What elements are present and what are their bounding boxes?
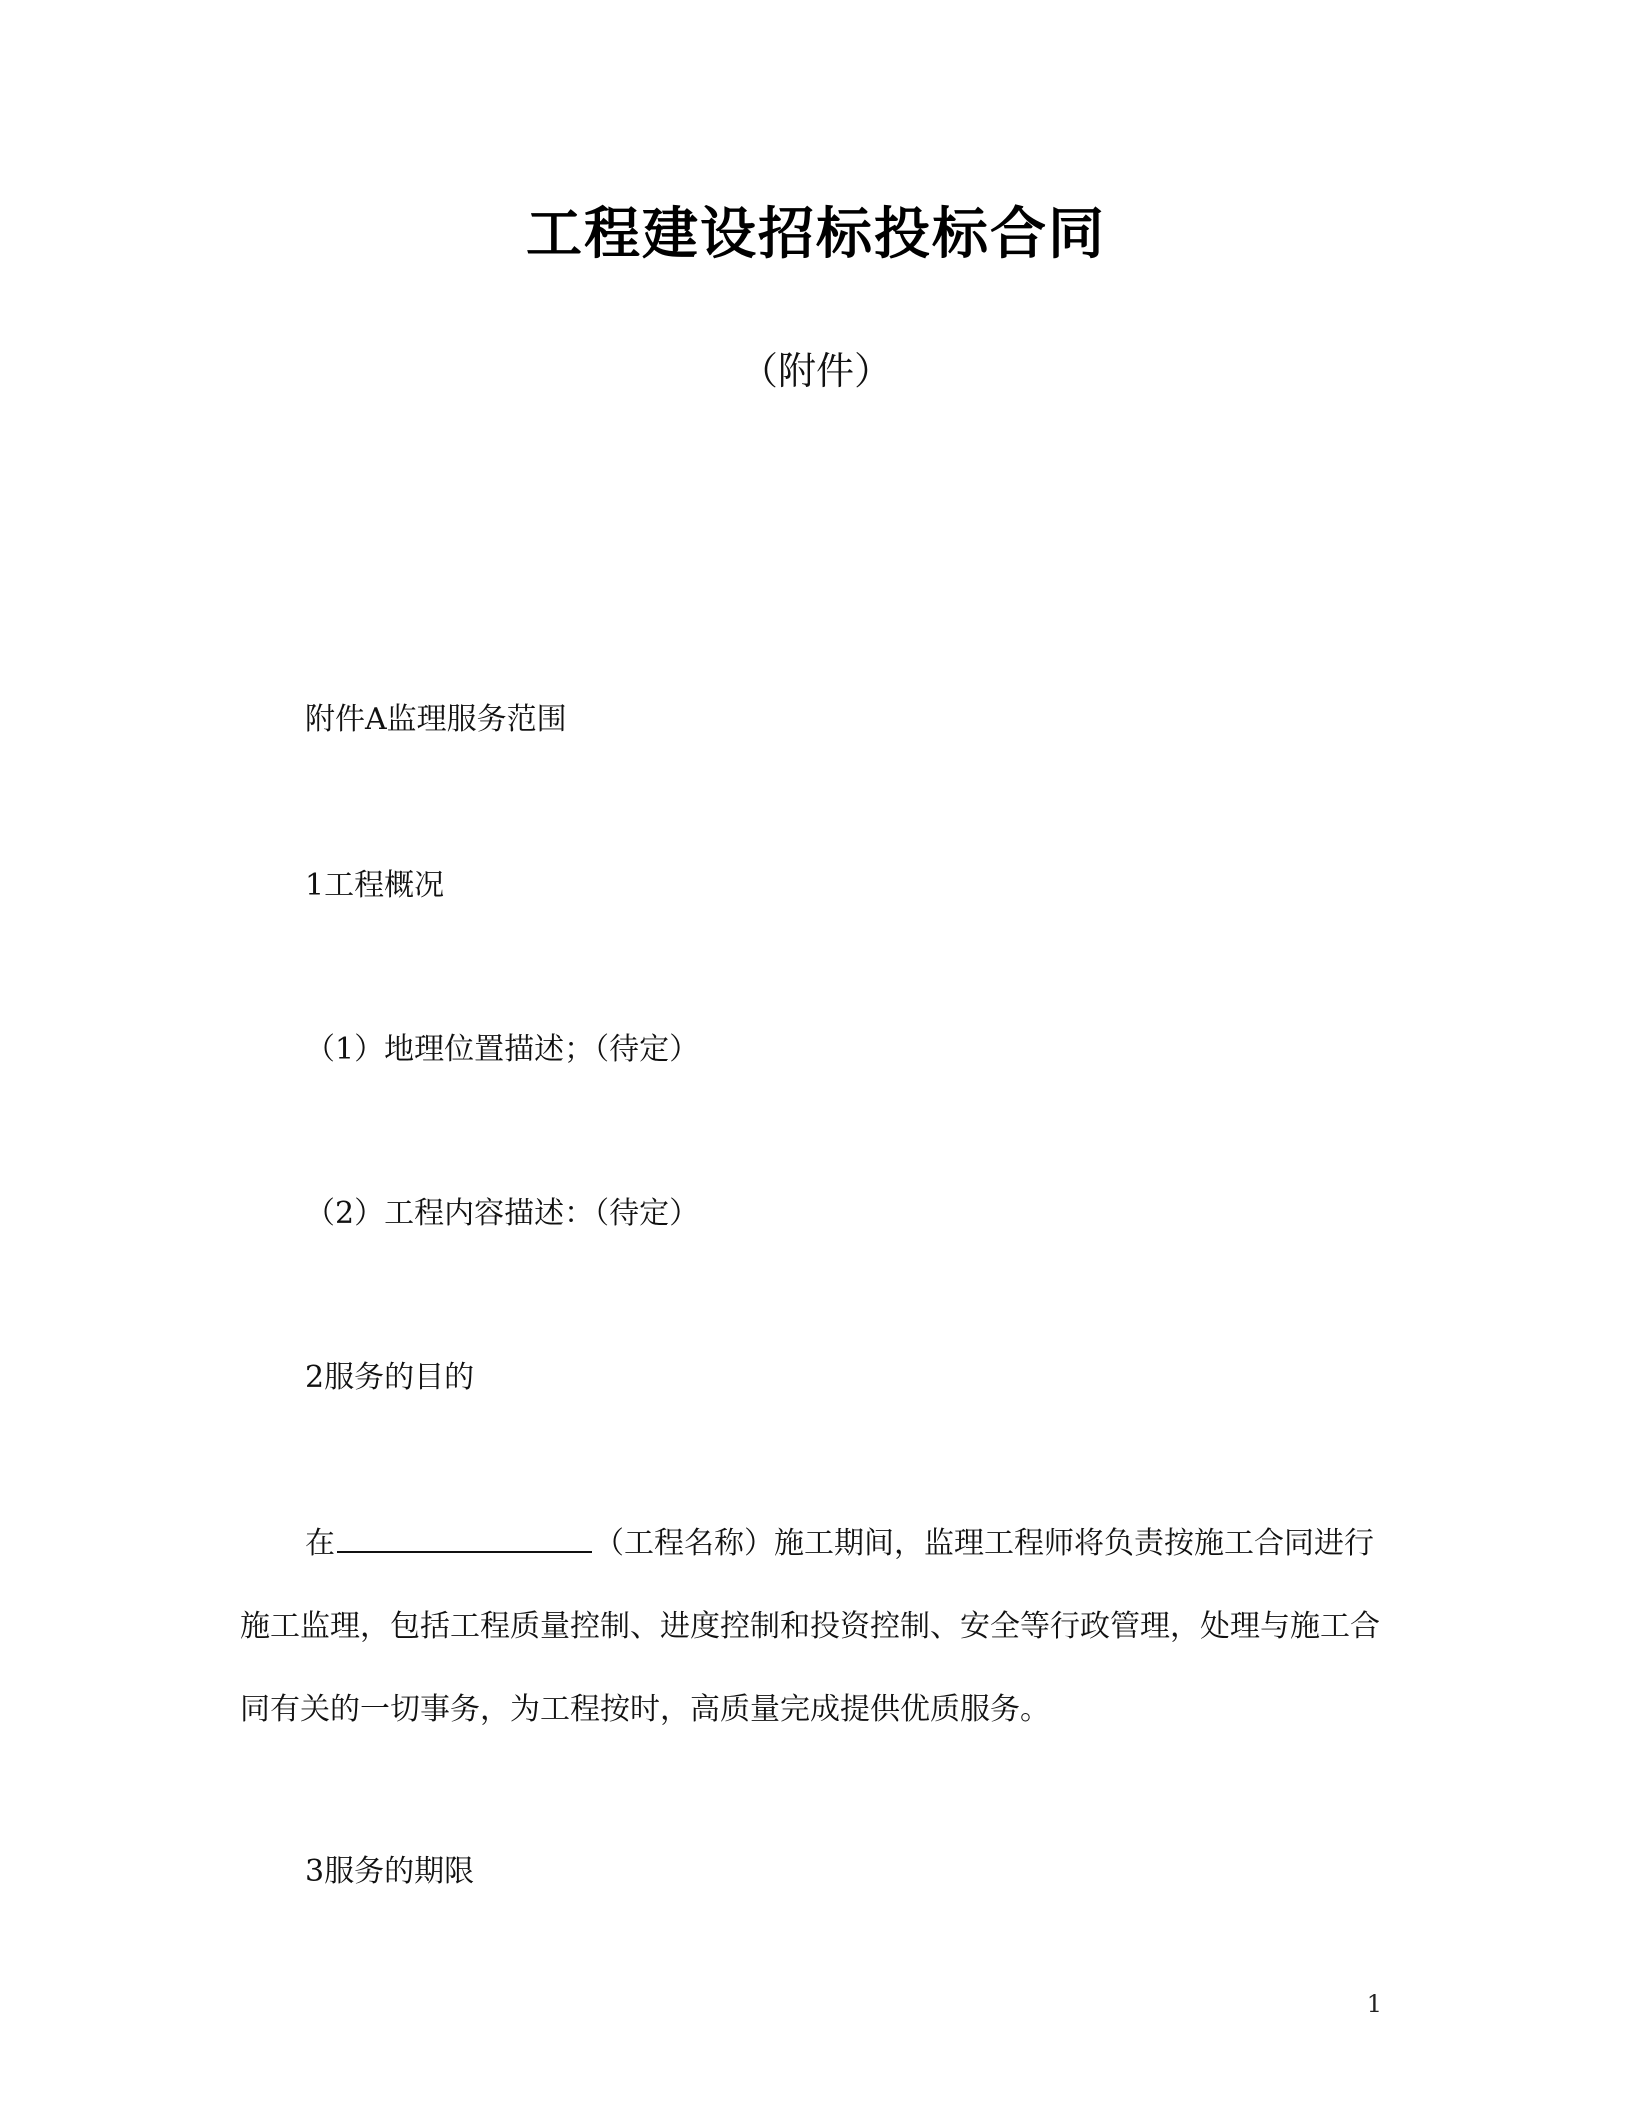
service-term-heading: 3服务的期限	[305, 1854, 475, 1889]
item-2-text: （2）工程内容描述：（待定）	[305, 1196, 700, 1231]
page-number: 1	[1366, 1990, 1382, 2018]
project-overview-heading: 1工程概况	[305, 868, 445, 903]
purpose-paragraph	[240, 1502, 1390, 1751]
document-title: 工程建设招标投标合同	[526, 202, 1106, 267]
project-name-blank	[337, 1521, 592, 1553]
purpose-prefix: 在	[305, 1526, 335, 1561]
purpose-body: （工程名称）施工期间，监理工程师将负责按施工合同进行施工监理，包括工程质量控制、进度控制和投资控制、安全等行政管理，处理与施工合同有关的一切事务，为工程按时，高质量完成提供优质服务。	[240, 1526, 1380, 1727]
item-1-text: （1）地理位置描述；（待定）	[305, 1032, 700, 1067]
document-subtitle: （附件）	[739, 349, 892, 393]
service-purpose-heading: 2服务的目的	[305, 1360, 475, 1395]
attachment-a-heading: 附件A监理服务范围	[305, 702, 567, 737]
